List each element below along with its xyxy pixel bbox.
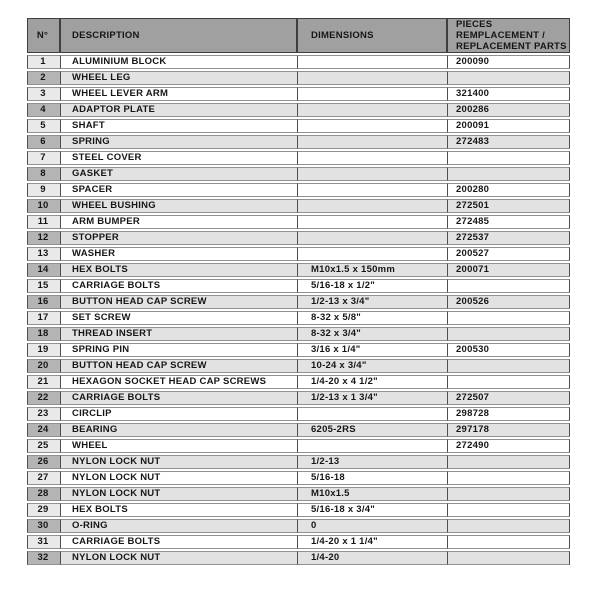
table-row: [27, 503, 570, 517]
table-row: [27, 103, 570, 117]
part-dimensions-cell: 1/4-20 x 1 1/4": [297, 535, 447, 549]
part-dimensions-cell: [297, 407, 447, 421]
part-code-cell: [447, 151, 570, 165]
part-dimensions-cell: 0: [297, 519, 447, 533]
part-description-cell: SPRING: [60, 135, 297, 149]
table-row: [27, 215, 570, 229]
parts-table: [27, 16, 570, 567]
part-code-cell: [447, 551, 570, 565]
part-number-cell: 5: [27, 119, 60, 133]
part-number-cell: 24: [27, 423, 60, 437]
part-description-cell: SPRING PIN: [60, 343, 297, 357]
part-dimensions-cell: 6205-2RS: [297, 423, 447, 437]
part-dimensions-cell: [297, 199, 447, 213]
part-description-cell: ALUMINIUM BLOCK: [60, 55, 297, 69]
part-description-cell: SHAFT: [60, 119, 297, 133]
part-dimensions-cell: 5/16-18: [297, 471, 447, 485]
part-description-cell: HEX BOLTS: [60, 263, 297, 277]
part-dimensions-cell: [297, 119, 447, 133]
part-code-cell: 200286: [447, 103, 570, 117]
part-code-cell: [447, 311, 570, 325]
part-dimensions-cell: 10-24 x 3/4": [297, 359, 447, 373]
part-dimensions-cell: [297, 103, 447, 117]
part-code-cell: 200526: [447, 295, 570, 309]
part-number-cell: 8: [27, 167, 60, 181]
part-code-cell: 272507: [447, 391, 570, 405]
part-code-cell: 200091: [447, 119, 570, 133]
table-row: [27, 55, 570, 69]
part-dimensions-cell: 8-32 x 3/4": [297, 327, 447, 341]
part-number-cell: 6: [27, 135, 60, 149]
part-description-cell: CIRCLIP: [60, 407, 297, 421]
part-number-cell: 22: [27, 391, 60, 405]
part-code-cell: [447, 455, 570, 469]
part-number-cell: 12: [27, 231, 60, 245]
part-description-cell: WHEEL: [60, 439, 297, 453]
part-code-cell: [447, 535, 570, 549]
table-row: [27, 487, 570, 501]
part-code-cell: 200527: [447, 247, 570, 261]
part-dimensions-cell: [297, 167, 447, 181]
part-dimensions-cell: 1/2-13 x 1 3/4": [297, 391, 447, 405]
part-number-cell: 23: [27, 407, 60, 421]
part-code-cell: [447, 471, 570, 485]
part-code-cell: [447, 375, 570, 389]
part-description-cell: BUTTON HEAD CAP SCREW: [60, 359, 297, 373]
table-row: [27, 183, 570, 197]
part-description-cell: WHEEL LEG: [60, 71, 297, 85]
part-number-cell: 25: [27, 439, 60, 453]
table-row: [27, 263, 570, 277]
part-description-cell: STOPPER: [60, 231, 297, 245]
part-number-cell: 10: [27, 199, 60, 213]
part-number-cell: 20: [27, 359, 60, 373]
part-dimensions-cell: 5/16-18 x 1/2": [297, 279, 447, 293]
part-code-cell: [447, 359, 570, 373]
part-number-cell: 15: [27, 279, 60, 293]
part-code-cell: [447, 327, 570, 341]
table-row: [27, 199, 570, 213]
table-row: [27, 119, 570, 133]
part-dimensions-cell: 3/16 x 1/4": [297, 343, 447, 357]
part-number-cell: 28: [27, 487, 60, 501]
part-number-cell: 9: [27, 183, 60, 197]
part-code-cell: 272501: [447, 199, 570, 213]
header-cell-dimensions: DIMENSIONS: [297, 18, 447, 53]
part-dimensions-cell: [297, 87, 447, 101]
table-row: [27, 247, 570, 261]
part-number-cell: 19: [27, 343, 60, 357]
part-code-cell: [447, 167, 570, 181]
part-code-cell: 297178: [447, 423, 570, 437]
part-dimensions-cell: M10x1.5: [297, 487, 447, 501]
part-number-cell: 17: [27, 311, 60, 325]
table-row: [27, 535, 570, 549]
part-dimensions-cell: [297, 183, 447, 197]
part-dimensions-cell: [297, 439, 447, 453]
part-number-cell: 29: [27, 503, 60, 517]
part-number-cell: 30: [27, 519, 60, 533]
table-row: [27, 359, 570, 373]
table-row: [27, 71, 570, 85]
part-dimensions-cell: [297, 231, 447, 245]
part-number-cell: 16: [27, 295, 60, 309]
part-dimensions-cell: [297, 71, 447, 85]
part-code-cell: 272483: [447, 135, 570, 149]
part-dimensions-cell: [297, 215, 447, 229]
part-description-cell: WHEEL BUSHING: [60, 199, 297, 213]
part-dimensions-cell: [297, 151, 447, 165]
table-row: [27, 327, 570, 341]
part-number-cell: 4: [27, 103, 60, 117]
table-row: [27, 295, 570, 309]
parts-table-container: [27, 16, 570, 567]
part-description-cell: NYLON LOCK NUT: [60, 487, 297, 501]
part-dimensions-cell: 1/4-20: [297, 551, 447, 565]
table-row: [27, 407, 570, 421]
part-description-cell: HEX BOLTS: [60, 503, 297, 517]
part-code-cell: [447, 503, 570, 517]
table-header: [27, 18, 570, 53]
table-row: [27, 551, 570, 565]
table-row: [27, 151, 570, 165]
table-row: [27, 311, 570, 325]
part-number-cell: 2: [27, 71, 60, 85]
part-number-cell: 3: [27, 87, 60, 101]
part-description-cell: STEEL COVER: [60, 151, 297, 165]
table-row: [27, 231, 570, 245]
part-code-cell: [447, 487, 570, 501]
table-row: [27, 343, 570, 357]
table-row: [27, 279, 570, 293]
part-description-cell: NYLON LOCK NUT: [60, 455, 297, 469]
part-number-cell: 27: [27, 471, 60, 485]
table-row: [27, 471, 570, 485]
part-dimensions-cell: M10x1.5 x 150mm: [297, 263, 447, 277]
part-description-cell: ADAPTOR PLATE: [60, 103, 297, 117]
part-dimensions-cell: 8-32 x 5/8": [297, 311, 447, 325]
header-row: [27, 18, 570, 53]
table-row: [27, 519, 570, 533]
part-code-cell: [447, 71, 570, 85]
part-number-cell: 7: [27, 151, 60, 165]
part-code-cell: 321400: [447, 87, 570, 101]
part-dimensions-cell: 1/4-20 x 4 1/2": [297, 375, 447, 389]
part-number-cell: 26: [27, 455, 60, 469]
part-code-cell: 272490: [447, 439, 570, 453]
part-number-cell: 1: [27, 55, 60, 69]
table-row: [27, 455, 570, 469]
part-code-cell: 200280: [447, 183, 570, 197]
table-row: [27, 423, 570, 437]
part-description-cell: CARRIAGE BOLTS: [60, 535, 297, 549]
table-row: [27, 87, 570, 101]
header-replacement-parts-line1: PIECES REMPLACEMENT /: [456, 19, 545, 41]
header-cell-replacement-parts: [447, 18, 570, 53]
part-code-cell: 272485: [447, 215, 570, 229]
header-cell-description: DESCRIPTION: [60, 18, 297, 53]
part-code-cell: 200090: [447, 55, 570, 69]
part-dimensions-cell: 1/2-13: [297, 455, 447, 469]
table-row: [27, 439, 570, 453]
part-description-cell: BEARING: [60, 423, 297, 437]
part-number-cell: 21: [27, 375, 60, 389]
part-description-cell: WASHER: [60, 247, 297, 261]
part-description-cell: BUTTON HEAD CAP SCREW: [60, 295, 297, 309]
part-description-cell: ARM BUMPER: [60, 215, 297, 229]
part-number-cell: 18: [27, 327, 60, 341]
table-body: [27, 55, 570, 565]
part-dimensions-cell: 1/2-13 x 3/4": [297, 295, 447, 309]
part-description-cell: SPACER: [60, 183, 297, 197]
part-dimensions-cell: [297, 55, 447, 69]
part-dimensions-cell: [297, 135, 447, 149]
part-description-cell: O-RING: [60, 519, 297, 533]
part-number-cell: 11: [27, 215, 60, 229]
header-cell-number: N°: [27, 18, 60, 53]
part-description-cell: CARRIAGE BOLTS: [60, 279, 297, 293]
part-description-cell: THREAD INSERT: [60, 327, 297, 341]
table-row: [27, 135, 570, 149]
part-description-cell: GASKET: [60, 167, 297, 181]
part-code-cell: 200071: [447, 263, 570, 277]
table-row: [27, 375, 570, 389]
part-code-cell: [447, 519, 570, 533]
part-description-cell: HEXAGON SOCKET HEAD CAP SCREWS: [60, 375, 297, 389]
part-code-cell: 298728: [447, 407, 570, 421]
part-number-cell: 13: [27, 247, 60, 261]
part-dimensions-cell: 5/16-18 x 3/4": [297, 503, 447, 517]
part-description-cell: NYLON LOCK NUT: [60, 551, 297, 565]
part-number-cell: 32: [27, 551, 60, 565]
part-code-cell: 200530: [447, 343, 570, 357]
part-code-cell: 272537: [447, 231, 570, 245]
header-replacement-parts-line2: REPLACEMENT PARTS: [456, 41, 567, 52]
table-row: [27, 167, 570, 181]
part-code-cell: [447, 279, 570, 293]
part-description-cell: SET SCREW: [60, 311, 297, 325]
part-number-cell: 14: [27, 263, 60, 277]
part-description-cell: WHEEL LEVER ARM: [60, 87, 297, 101]
part-description-cell: NYLON LOCK NUT: [60, 471, 297, 485]
table-row: [27, 391, 570, 405]
part-dimensions-cell: [297, 247, 447, 261]
part-description-cell: CARRIAGE BOLTS: [60, 391, 297, 405]
part-number-cell: 31: [27, 535, 60, 549]
